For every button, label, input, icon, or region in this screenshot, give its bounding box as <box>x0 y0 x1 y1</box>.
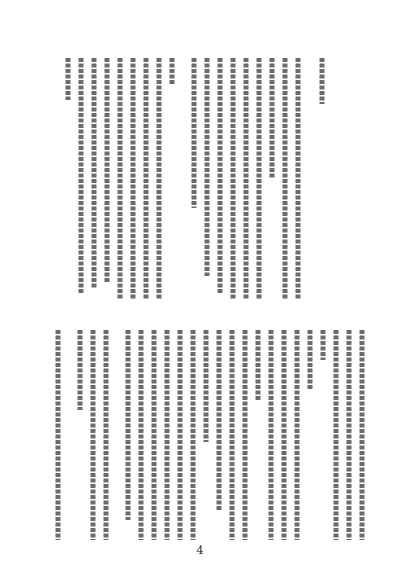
page-number: 4 <box>196 544 204 557</box>
